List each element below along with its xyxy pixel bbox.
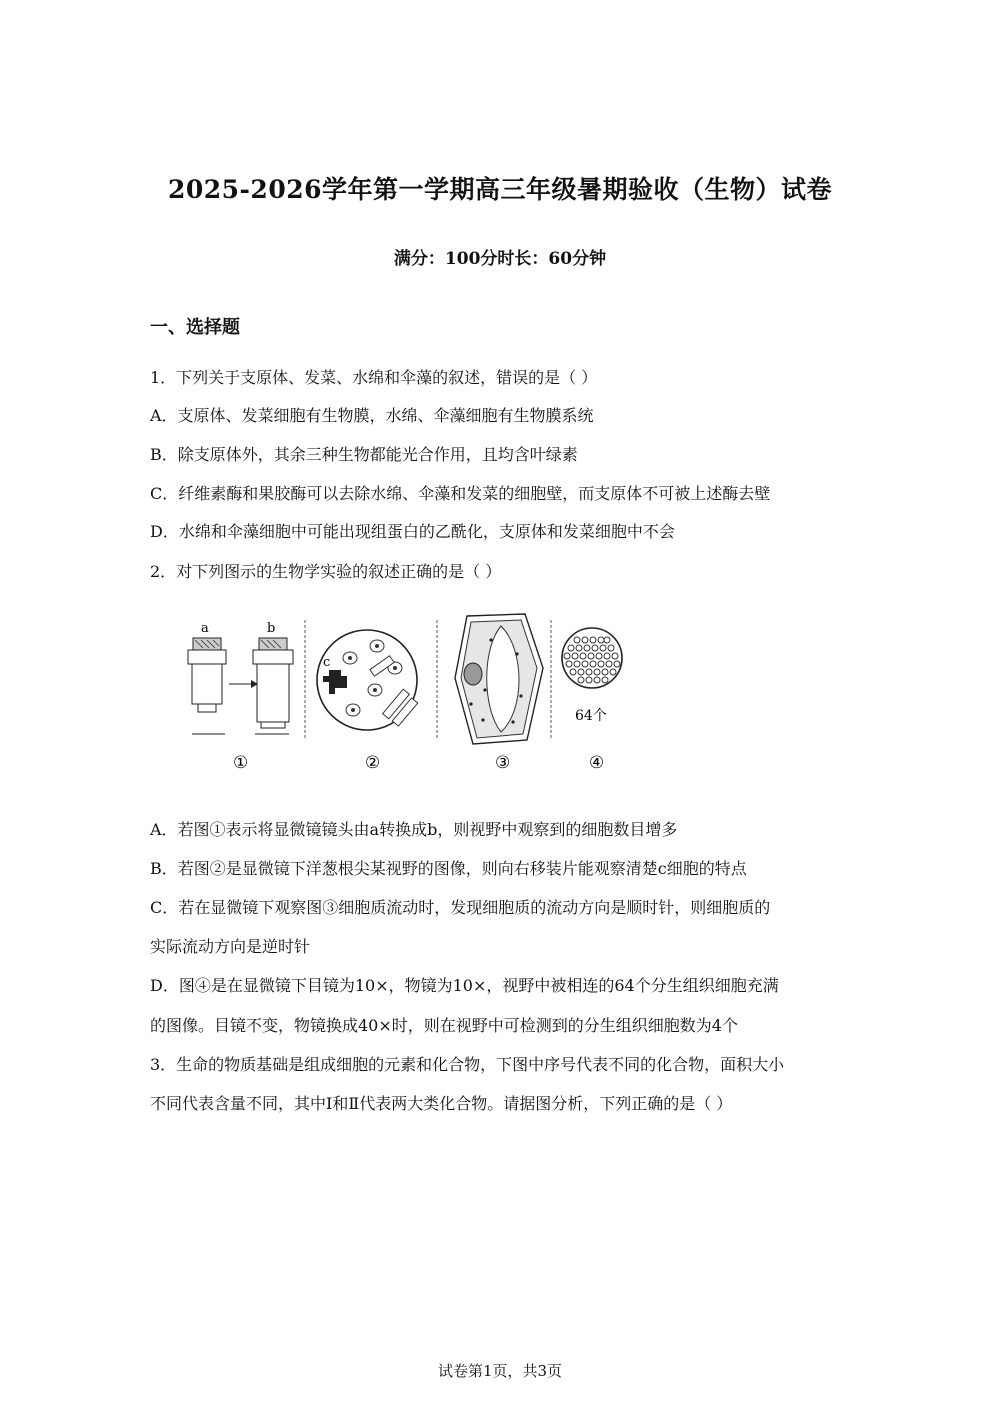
question-1-option-a: A．支原体、发菜细胞有生物膜，水绵、伞藻细胞有生物膜系统 bbox=[150, 406, 594, 425]
page-subtitle: 满分：100分时长：60分钟 bbox=[393, 249, 607, 269]
objective-lens-a bbox=[188, 638, 226, 734]
label-a: a bbox=[201, 621, 209, 636]
question-2-option-b: B．若图②是显微镜下洋葱根尖某视野的图像，则向右移装片能观察清楚c细胞的特点 bbox=[150, 859, 747, 878]
figure-number-4: ④ bbox=[589, 753, 605, 773]
label-b: b bbox=[267, 621, 276, 636]
question-1-option-d: D．水绵和伞藻细胞中可能出现组蛋白的乙酰化，支原体和发菜细胞中不会 bbox=[150, 522, 675, 541]
question-2-option-d: D．图④是在显微镜下目镜为10×，物镜为10×，视野中被相连的64个分生组织细胞充满 bbox=[150, 976, 779, 995]
question-1-option-b: B．除支原体外，其余三种生物都能光合作用，且均含叶绿素 bbox=[150, 445, 578, 464]
figure-number-1: ① bbox=[233, 753, 249, 773]
root-tip-view bbox=[317, 630, 418, 730]
question-2-option-a: A．若图①表示将显微镜镜头由a转换成b，则视野中观察到的细胞数目增多 bbox=[150, 820, 678, 839]
question-2-option-c: C．若在显微镜下观察图③细胞质流动时，发现细胞质的流动方向是顺时针，则细胞质的 bbox=[150, 898, 771, 917]
page-footer: 试卷第1页，共3页 bbox=[437, 1362, 563, 1380]
figure-number-3: ③ bbox=[495, 753, 511, 773]
section-heading: 一、选择题 bbox=[150, 317, 240, 338]
figure-number-2: ② bbox=[365, 753, 381, 773]
question-1-stem: 1．下列关于支原体、发菜、水绵和伞藻的叙述，错误的是（ ） bbox=[150, 368, 598, 387]
question-2-stem: 2．对下列图示的生物学实验的叙述正确的是（ ） bbox=[150, 562, 502, 581]
question-2-figure bbox=[175, 610, 645, 780]
question-2-option-c-cont: 实际流动方向是逆时针 bbox=[150, 937, 311, 956]
question-3-stem: 3．生命的物质基础是组成细胞的元素和化合物，下图中序号代表不同的化合物，面积大小 bbox=[150, 1055, 785, 1074]
meristem-cells-view bbox=[562, 628, 622, 688]
plant-cell bbox=[455, 614, 543, 744]
question-2-option-d-cont: 的图像。目镜不变，物镜换成40×时，则在视野中可检测到的分生组织细胞数为4个 bbox=[150, 1016, 738, 1035]
question-3-stem-cont: 不同代表含量不同，其中Ⅰ和Ⅱ代表两大类化合物。请据图分析，下列正确的是（ ） bbox=[150, 1094, 733, 1113]
objective-lens-b bbox=[253, 638, 293, 734]
label-c: c bbox=[323, 655, 331, 670]
label-64-cells: 64个 bbox=[575, 708, 607, 724]
page-title: 2025-2026学年第一学期高三年级暑期验收（生物）试卷 bbox=[167, 175, 833, 204]
question-1-option-c: C．纤维素酶和果胶酶可以去除水绵、伞藻和发菜的细胞壁，而支原体不可被上述酶去壁 bbox=[150, 484, 771, 503]
